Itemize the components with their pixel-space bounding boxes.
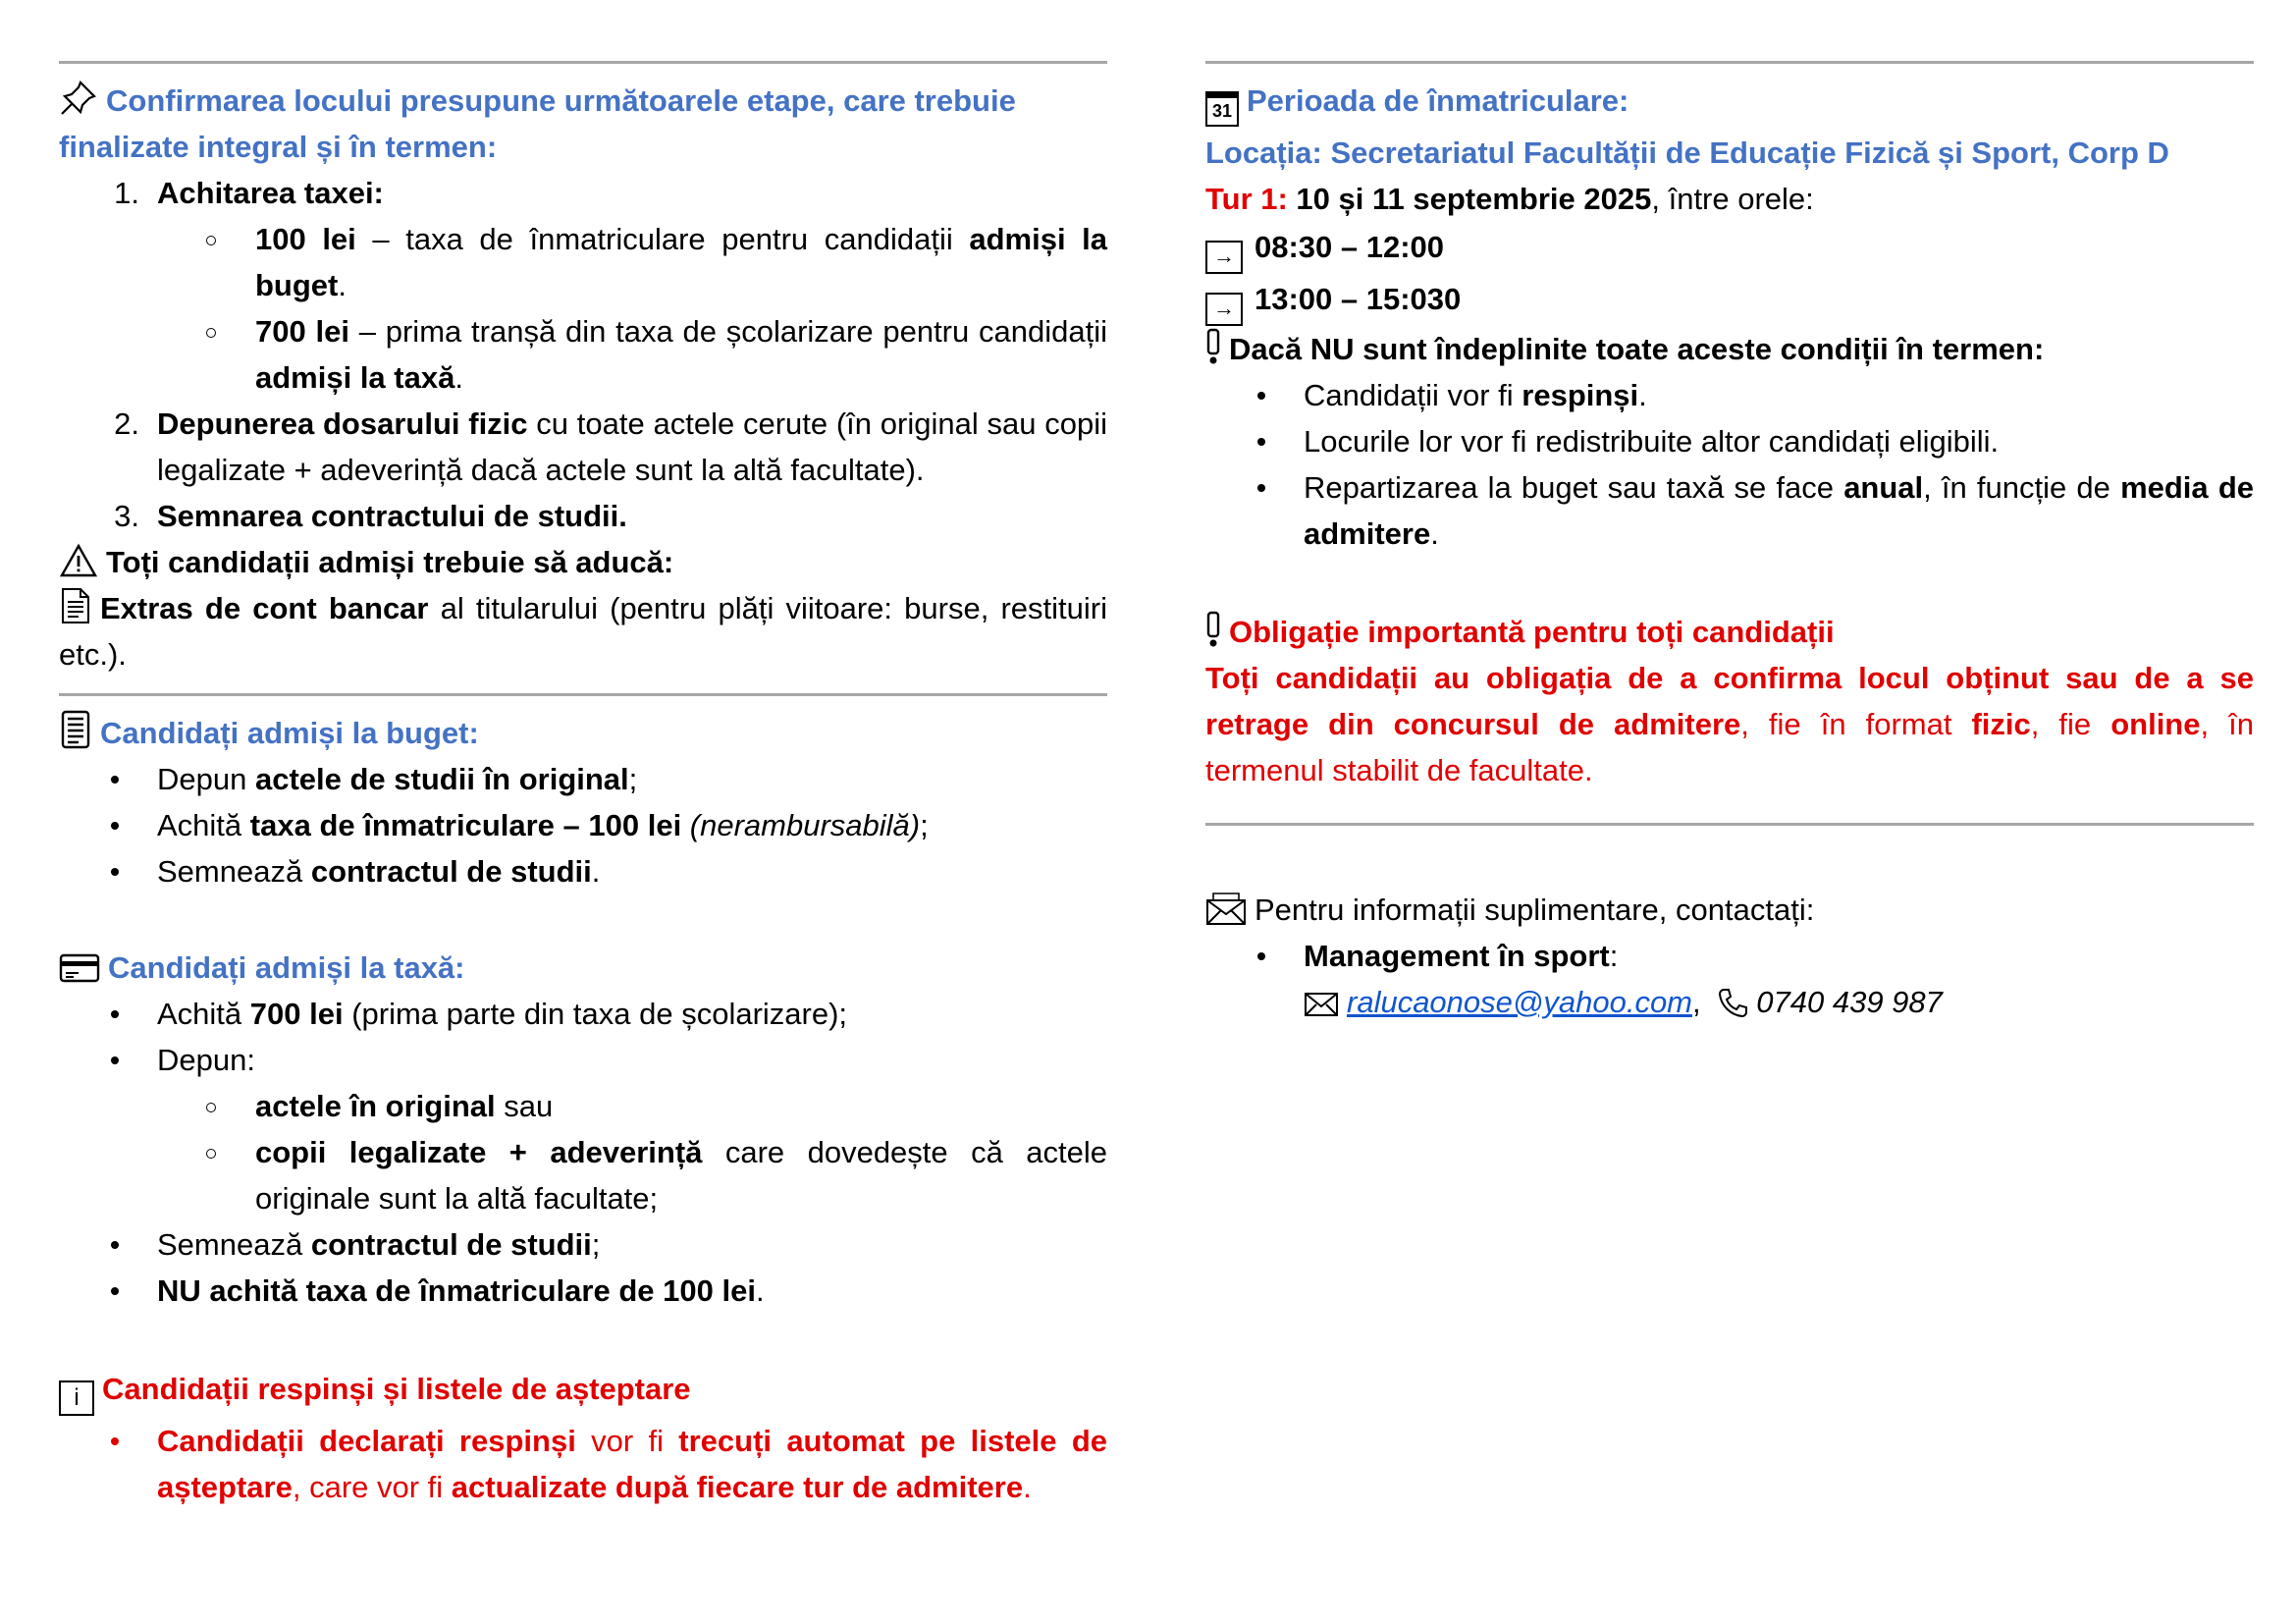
fee-subitem: 100 lei – taxa de înmatriculare pentru candidații admiși la buget. [59,216,1107,308]
step-item: 3. Semnarea contractului de studii. [114,499,627,533]
step-item: 1. Achitarea taxei: [114,176,384,210]
email-link[interactable]: ralucaonose@yahoo.com [1347,985,1693,1019]
rejected-heading: i Candidații respinși și listele de așteptare [59,1366,1107,1418]
fee-item: Depun: [59,1037,1107,1083]
pushpin-icon [59,80,98,117]
contact-intro: Pentru informații suplimentare, contactați: [1205,887,2254,933]
fee-subitem: actele în original sau [59,1083,1107,1129]
obligation-heading: Obligație importantă pentru toți candidații [1205,609,2254,655]
budget-item: Achită taxa de înmatriculare – 100 lei (nerambursabilă); [59,802,1107,848]
rejected-item: Candidații declarați respinși vor fi trecuți automat pe listele de așteptare, care vor fi actualizate după fiecare tur de admitere. [59,1418,1107,1510]
obligation-text: Toți candidații au obligația de a confirma locul obținut sau de a se retrage din concursul de admitere, fie în format fizic, fie online, în termenul stabilit de facultate. [1205,661,2254,787]
extras-line: Extras de cont bancar al titularului (pentru plăți viitoare: burse, restituiri etc.). [59,585,1107,677]
condition-heading: Dacă NU sunt îndeplinite toate aceste condiții în termen: [1205,326,2254,372]
document-icon [59,587,92,624]
warning-line: Toți candidații admiși trebuie să aducă: [59,539,1107,585]
phone-number: 0740 439 987 [1756,985,1943,1019]
warning-icon [59,543,98,578]
fee-item: Achită 700 lei (prima parte din taxa de școlarizare); [59,991,1107,1037]
calendar-icon: 31 [1205,83,1239,130]
fee-heading: Candidați admiși la taxă: [59,945,1107,991]
step-item: 2. Depunerea dosarului fizic cu toate actele cerute (în original sau copii legalizate + adeverință dacă actele sunt la altă facultate). [114,406,1107,487]
condition-item: Locurile lor vor fi redistribuite altor candidați eligibili. [1205,418,2254,464]
fee-item: Semnează contractul de studii; [59,1221,1107,1268]
receipt-icon [59,710,92,749]
contact-item: Management în sport: [1205,933,2254,979]
arrow-right-icon: → [1205,293,1243,326]
budget-heading: Candidați admiși la buget: [59,710,1107,756]
period-heading: 31 Perioada de înmatriculare: [1205,78,2254,130]
right-column [1205,61,2254,1025]
fee-item: NU achită taxa de înmatriculare de 100 lei. [59,1268,1107,1314]
condition-item: Candidații vor fi respinși. [1205,372,2254,418]
time-slot: → 08:30 – 12:00 [1205,222,2254,274]
arrow-right-icon: → [1205,241,1243,274]
location-text: Locația: Secretariatul Facultății de Educație Fizică și Sport, Corp D [1205,135,2169,170]
left-column [59,61,1107,1510]
confirm-heading: Confirmarea locului presupune următoarele etape, care trebuie [59,78,1107,124]
budget-item: Depun actele de studii în original; [59,756,1107,802]
exclamation-icon [1205,611,1221,648]
fee-subitem: copii legalizate + adeverință care dovedește că actele originale sunt la altă facultate; [59,1129,1107,1221]
phone-icon [1717,987,1748,1018]
condition-item: Repartizarea la buget sau taxă se face anual, în funcție de media de admitere. [1205,464,2254,557]
exclamation-icon [1205,328,1221,365]
round-line: Tur 1: 10 și 11 septembrie 2025, între orele: [1205,182,1814,216]
confirm-heading-line2: finalizate integral și în termen: [59,130,498,164]
mail-icon [1304,991,1339,1018]
envelope-icon [1205,891,1247,926]
credit-card-icon [59,952,100,984]
time-slot: → 13:00 – 15:030 [1205,274,2254,326]
fee-subitem: 700 lei – prima tranșă din taxa de școlarizare pentru candidații admiși la taxă. [59,308,1107,401]
contact-details: ralucaonose@yahoo.com, 0740 439 987 [1205,979,2254,1025]
budget-item: Semnează contractul de studii. [59,848,1107,894]
info-icon: i [59,1372,94,1418]
